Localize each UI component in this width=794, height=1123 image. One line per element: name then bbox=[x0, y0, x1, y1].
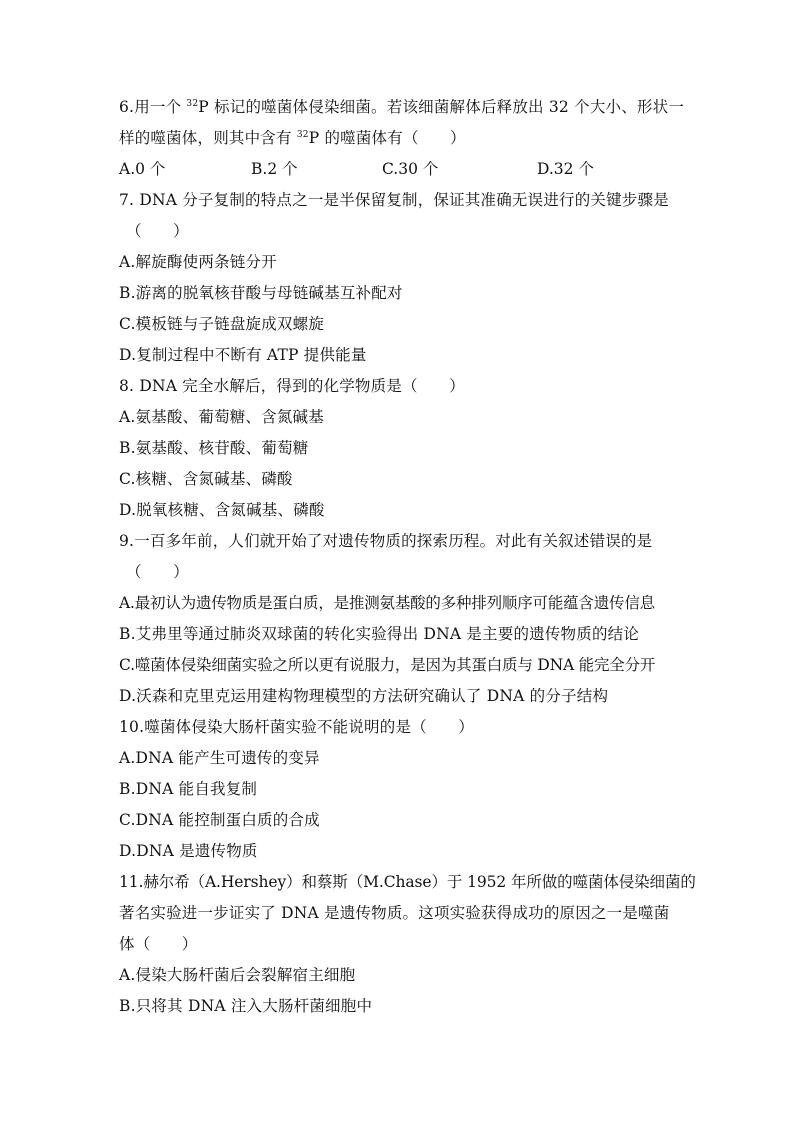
q9-stem-line1: 9.一百多年前，人们就开始了对遗传物质的探索历程。对此有关叙述错误的是 bbox=[119, 532, 653, 550]
q8-option-a: A.氨基酸、葡萄糖、含氮碱基 bbox=[119, 408, 324, 426]
q9-option-a: A.最初认为遗传物质是蛋白质，是推测氨基酸的多种排列顺序可能蕴含遗传信息 bbox=[119, 594, 655, 612]
q10-option-a: A.DNA 能产生可遗传的变异 bbox=[119, 749, 320, 767]
q7-option-a: A.解旋酶使两条链分开 bbox=[119, 253, 277, 271]
q6-text: P 标记的噬菌体侵染细菌。若该细菌解体后释放出 32 个大小、形状一 bbox=[198, 98, 685, 116]
q10-option-d: D.DNA 是遗传物质 bbox=[119, 842, 258, 860]
q6-text: P 的噬菌体有（ ） bbox=[308, 129, 466, 147]
q7-option-b: B.游离的脱氧核苷酸与母链碱基互补配对 bbox=[119, 284, 403, 302]
q10-option-c: C.DNA 能控制蛋白质的合成 bbox=[119, 811, 320, 829]
q9-option-c: C.噬菌体侵染细菌实验之所以更有说服力，是因为其蛋白质与 DNA 能完全分开 bbox=[119, 656, 656, 674]
q7-option-d: D.复制过程中不断有 ATP 提供能量 bbox=[119, 346, 367, 364]
q11-stem-line1: 11.赫尔希（A.Hershey）和蔡斯（M.Chase）于 1952 年所做的噬菌体侵染细菌的 bbox=[119, 873, 696, 891]
q9-stem-line2: （ ） bbox=[126, 563, 189, 581]
q6-option-a: A.0 个 bbox=[119, 160, 166, 178]
q6-option-c: C.30 个 bbox=[382, 160, 439, 178]
q8-option-d: D.脱氧核糖、含氮碱基、磷酸 bbox=[119, 501, 325, 519]
q6-option-d: D.32 个 bbox=[537, 160, 594, 178]
q11-option-b: B.只将其 DNA 注入大肠杆菌细胞中 bbox=[119, 997, 373, 1015]
q8-option-c: C.核糖、含氮碱基、磷酸 bbox=[119, 470, 293, 488]
q10-option-b: B.DNA 能自我复制 bbox=[119, 780, 258, 798]
q8-option-b: B.氨基酸、核苷酸、葡萄糖 bbox=[119, 439, 309, 457]
q6-stem-line1 bbox=[119, 97, 685, 117]
q11-stem-line2: 著名实验进一步证实了 DNA 是遗传物质。这项实验获得成功的原因之一是噬菌 bbox=[119, 904, 670, 922]
q11-option-a: A.侵染大肠杆菌后会裂解宿主细胞 bbox=[119, 966, 356, 984]
q9-option-b: B.艾弗里等通过肺炎双球菌的转化实验得出 DNA 是主要的遗传物质的结论 bbox=[119, 625, 640, 643]
q7-stem-line2: （ ） bbox=[126, 222, 189, 240]
q7-option-c: C.模板链与子链盘旋成双螺旋 bbox=[119, 315, 325, 333]
q10-stem-line1: 10.噬菌体侵染大肠杆菌实验不能说明的是（ ） bbox=[119, 718, 474, 736]
q6-text: 样的噬菌体，则其中含有 bbox=[119, 129, 297, 147]
q6-superscript: 32 bbox=[186, 99, 199, 109]
q9-option-d: D.沃森和克里克运用建构物理模型的方法研究确认了 DNA 的分子结构 bbox=[119, 687, 609, 705]
q6-option-b: B.2 个 bbox=[251, 160, 298, 178]
q8-stem-line1: 8. DNA 完全水解后，得到的化学物质是（ ） bbox=[119, 377, 465, 395]
q6-stem-line2 bbox=[119, 128, 679, 148]
q6-superscript: 32 bbox=[296, 130, 309, 140]
q6-text: 6.用一个 bbox=[119, 98, 187, 116]
q7-stem-line1: 7. DNA 分子复制的特点之一是半保留复制，保证其准确无误进行的关键步骤是 bbox=[119, 191, 669, 209]
q11-stem-line3: 体（ ） bbox=[119, 935, 198, 953]
